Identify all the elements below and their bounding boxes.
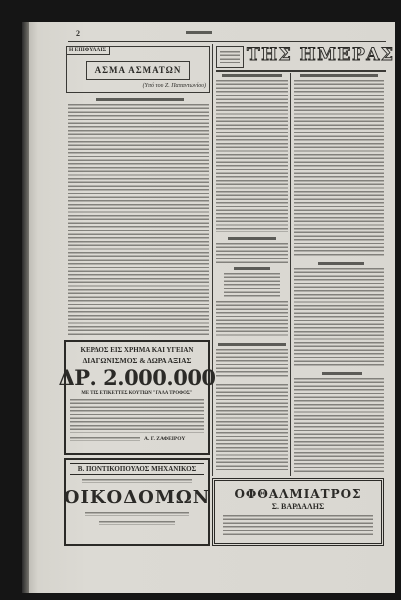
scan-edge-shadow bbox=[22, 22, 29, 593]
masthead-ornament bbox=[216, 46, 244, 68]
column-b-text bbox=[294, 80, 384, 256]
column-a-text bbox=[216, 301, 288, 337]
feuilleton-subheading bbox=[96, 98, 184, 101]
milk-ad-signature-row bbox=[70, 436, 204, 442]
feuilleton-title: ΑΣΜΑ ΑΣΜΑΤΩΝ bbox=[86, 61, 190, 80]
column-b-subheading bbox=[322, 372, 362, 375]
column-a-subheading bbox=[228, 237, 276, 240]
ophthalmologist-ad-title: ΟΦΘΑΛΜΙΑΤΡΟΣ bbox=[234, 487, 362, 501]
builder-ad-title: ΟΙΚΟΔΟΜΩΝ bbox=[63, 487, 211, 508]
milk-ad-signature: Α. Γ. ΖΑΦΕΙΡΟΥ bbox=[144, 436, 186, 442]
builder-ad-subtitle bbox=[82, 479, 192, 483]
builder-ad bbox=[64, 458, 210, 546]
column-a-subheading bbox=[218, 343, 286, 346]
column-b-text bbox=[294, 268, 384, 368]
ophthalmologist-ad-body-text bbox=[223, 515, 373, 537]
milk-ad-signature-prefix bbox=[70, 437, 140, 441]
column-rule-right bbox=[290, 73, 291, 476]
feuilleton-author: (Υπό του Ζ. Παπαντωνίου) bbox=[142, 83, 206, 89]
column-a-text bbox=[216, 243, 288, 263]
milk-ad-prize-amount: ΔΡ. 2.000.000 bbox=[58, 365, 216, 390]
milk-ad-label-line: ΜΕ ΤΙΣ ΕΤΙΚΕΤΤΕΣ ΚΟΥΤΙΩΝ "ΓΑΛΑ ΤΡΟΦΟΣ" bbox=[81, 391, 193, 396]
milk-contest-ad bbox=[58, 340, 216, 455]
builder-ad-address bbox=[99, 521, 175, 525]
column-rule-left bbox=[212, 44, 213, 476]
ophthalmologist-ad bbox=[212, 478, 384, 546]
running-head bbox=[186, 31, 212, 34]
milk-ad-contest-line: ΔΙΑΓΩΝΙΣΜΟΣ & ΔΩΡΑ ΑΞΙΑΣ bbox=[82, 356, 192, 365]
milk-ad-headline: ΚΕΡΔΟΣ ΕΙΣ ΧΡΗΜΑ ΚΑΙ ΥΓΕΙΑΝ bbox=[80, 346, 194, 354]
ornament-lines bbox=[220, 51, 240, 63]
column-b-text bbox=[294, 378, 384, 472]
feuilleton-body-text bbox=[68, 104, 209, 336]
column-a-heading bbox=[222, 74, 282, 77]
milk-ad-body-text bbox=[70, 399, 204, 433]
column-b-subheading bbox=[318, 262, 364, 265]
column-a-text bbox=[216, 80, 288, 232]
builder-ad-banner: Β. ΠΟΝΤΙΚΟΠΟΥΛΟΣ ΜΗΧΑΝΙΚΟΣ bbox=[70, 463, 204, 475]
page-number: 2 bbox=[76, 29, 80, 38]
column-a-text bbox=[216, 384, 288, 470]
column-a-subheading bbox=[234, 267, 270, 270]
feuilleton-label: Η ΕΠΙΦΥΛΛΙΣ bbox=[66, 46, 110, 55]
column-b-heading bbox=[300, 74, 378, 77]
masthead-title: ΤΗΣ ΗΜΕΡΑΣ bbox=[247, 45, 395, 65]
column-a-centered-text bbox=[224, 273, 280, 297]
column-a-text bbox=[216, 349, 288, 377]
builder-ad-services bbox=[85, 512, 189, 516]
ophthalmologist-ad-name: Σ. ΒΑΡΔΑΛΗΣ bbox=[271, 502, 325, 511]
masthead-rule bbox=[216, 70, 386, 72]
header-rule bbox=[68, 41, 386, 42]
